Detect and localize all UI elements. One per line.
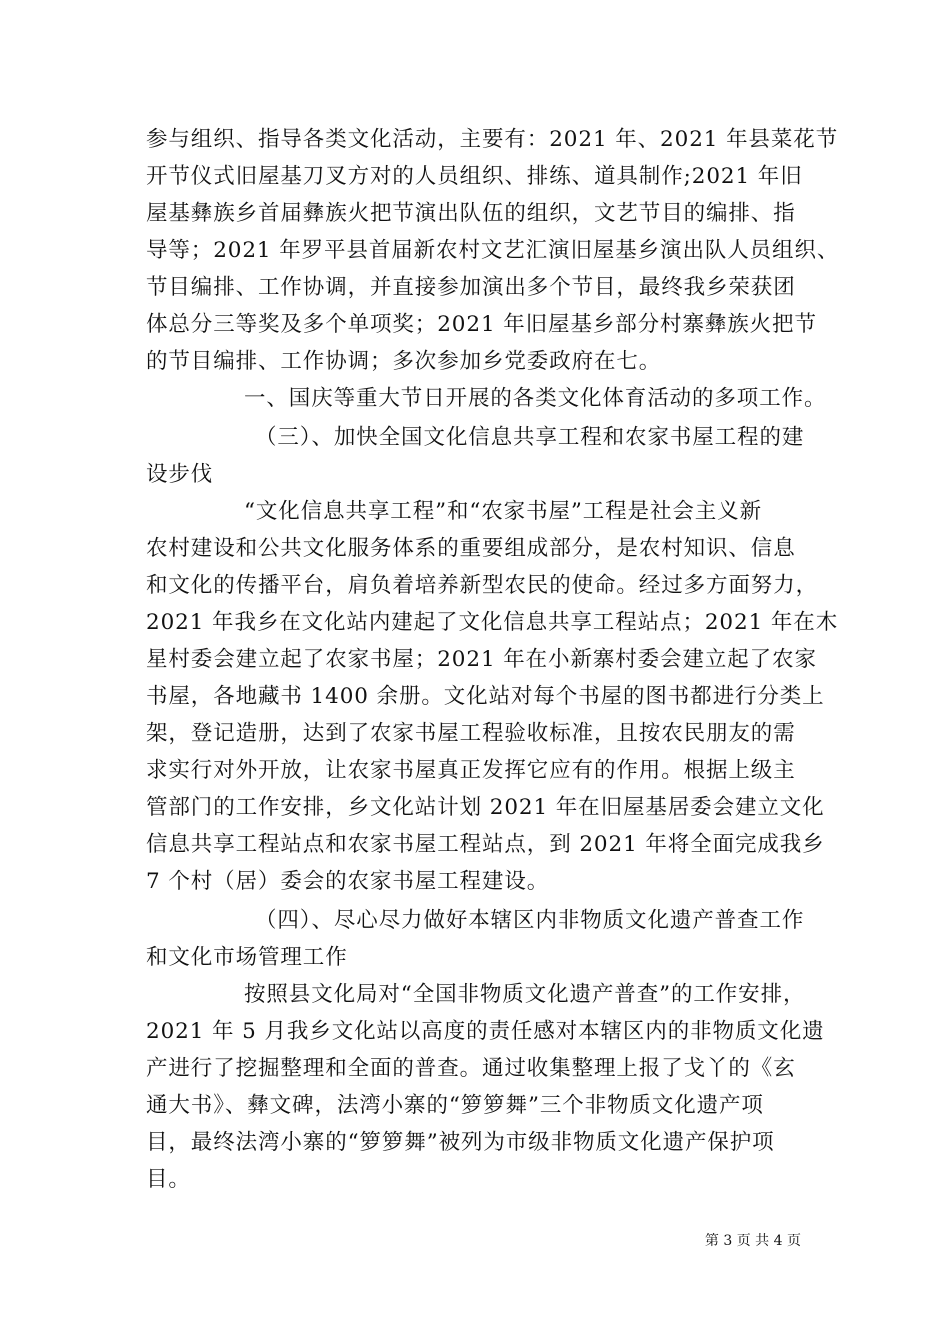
text-line: “文化信息共享工程”和“农家书屋”工程是社会主义新 bbox=[244, 499, 762, 524]
text-line: 求实行对外开放，让农家书屋真正发挥它应有的作用。根据上级主 bbox=[146, 758, 796, 783]
text-line: 和文化的传播平台，肩负着培养新型农民的使命。经过多方面努力， bbox=[146, 573, 819, 598]
section-heading: （三）、加快全国文化信息共享工程和农家书屋工程的建 bbox=[255, 425, 805, 450]
text-line: 通大书》、彝文碑，法湾小寨的“箩箩舞”三个非物质文化遗产项 bbox=[146, 1093, 764, 1118]
text-line: 导等；2021 年罗平县首届新农村文艺汇演旧屋基乡演出队人员组织、 bbox=[146, 238, 840, 263]
text-line: 按照县文化局对“全国非物质文化遗产普查”的工作安排， bbox=[244, 982, 806, 1007]
text-line: 节目编排、工作协调，并直接参加演出多个节目，最终我乡荣获团 bbox=[146, 275, 796, 300]
text-line: 的节目编排、工作协调；多次参加乡党委政府在七。 bbox=[146, 349, 662, 374]
text-line: 信息共享工程站点和农家书屋工程站点，到 2021 年将全面完成我乡 bbox=[146, 832, 825, 857]
text-line: 参与组织、指导各类文化活动，主要有：2021 年、2021 年县菜花节 bbox=[146, 127, 839, 152]
text-line: 2021 年我乡在文化站内建起了文化信息共享工程站点；2021 年在木 bbox=[146, 610, 839, 635]
text-line: 农村建设和公共文化服务体系的重要组成部分，是农村知识、信息 bbox=[146, 536, 796, 561]
text-line: 管部门的工作安排，乡文化站计划 2021 年在旧屋基居委会建立文化 bbox=[146, 795, 825, 820]
text-line: 产进行了挖掘整理和全面的普查。通过收集整理上报了戈丫的《玄 bbox=[146, 1056, 796, 1081]
text-line: 屋基彝族乡首届彝族火把节演出队伍的组织，文艺节目的编排、指 bbox=[146, 201, 796, 226]
section-heading-continued: 和文化市场管理工作 bbox=[146, 945, 348, 970]
text-line: 书屋，各地藏书 1400 余册。文化站对每个书屋的图书都进行分类上 bbox=[146, 684, 825, 709]
section-heading: （四）、尽心尽力做好本辖区内非物质文化遗产普查工作 bbox=[255, 908, 805, 933]
text-line: 开节仪式旧屋基刀叉方对的人员组织、排练、道具制作;2021 年旧 bbox=[146, 164, 803, 189]
text-line: 一、国庆等重大节日开展的各类文化体育活动的多项工作。 bbox=[244, 386, 827, 411]
text-line: 目，最终法湾小寨的“箩箩舞”被列为市级非物质文化遗产保护项 bbox=[146, 1130, 775, 1155]
text-line: 体总分三等奖及多个单项奖；2021 年旧屋基乡部分村寨彝族火把节 bbox=[146, 312, 817, 337]
text-line: 星村委会建立起了农家书屋；2021 年在小新寨村委会建立起了农家 bbox=[146, 647, 817, 672]
section-heading-continued: 设步伐 bbox=[146, 462, 214, 487]
text-line: 2021 年 5 月我乡文化站以高度的责任感对本辖区内的非物质文化遗 bbox=[146, 1019, 825, 1044]
page-number-footer: 第 3 页 共 4 页 bbox=[704, 1233, 801, 1249]
text-line: 目。 bbox=[146, 1167, 191, 1192]
text-line: 7 个村（居）委会的农家书屋工程建设。 bbox=[146, 869, 550, 894]
text-line: 架，登记造册，达到了农家书屋工程验收标准，且按农民朋友的需 bbox=[146, 721, 796, 746]
